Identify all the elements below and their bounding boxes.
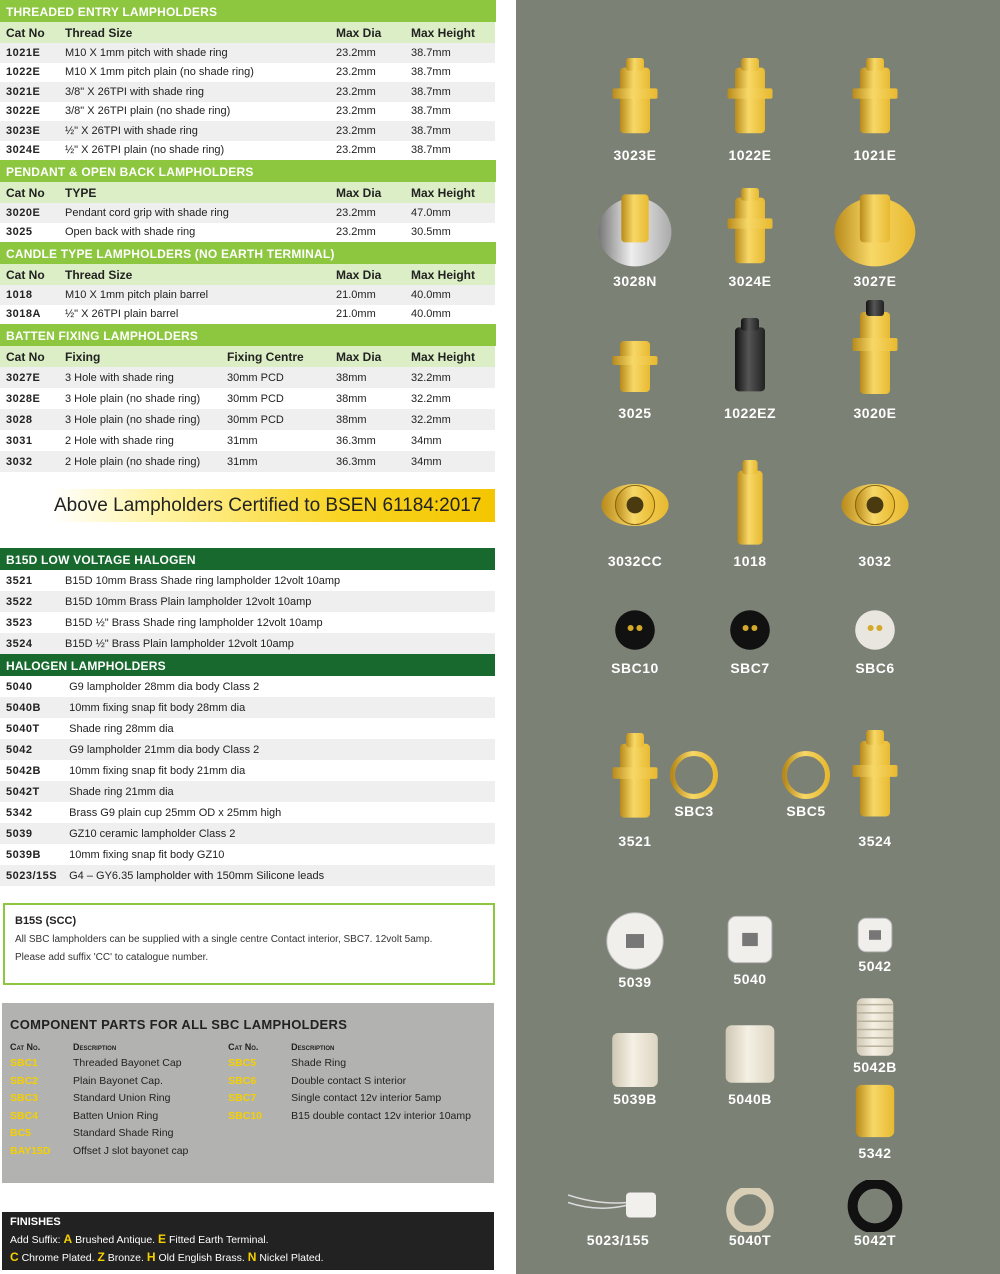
col-fixing: Fixing bbox=[59, 346, 221, 367]
col-cat-no: Cat No bbox=[0, 264, 59, 285]
cell-desc: 3/8" X 26TPI with shade ring bbox=[59, 82, 330, 102]
cell-desc: 3/8" X 26TPI plain (no shade ring) bbox=[65, 105, 231, 118]
table-row bbox=[0, 121, 495, 141]
cell-cat: 3023E bbox=[0, 121, 59, 141]
cell-height: 47.0mm bbox=[405, 203, 495, 223]
cell-height: 38.7mm bbox=[405, 82, 495, 102]
table-row bbox=[0, 203, 495, 223]
pendant-table bbox=[0, 182, 495, 242]
cell-height: 40.0mm bbox=[411, 308, 451, 321]
cell-cat: 5042B bbox=[6, 764, 41, 777]
product-label: 3025 bbox=[618, 405, 652, 421]
list-item bbox=[10, 1092, 228, 1110]
cell-desc: 10mm fixing snap fit body 28mm dia bbox=[63, 697, 495, 718]
finish-desc: Brushed Antique. bbox=[75, 1234, 156, 1246]
cell-desc: 2 Hole with shade ring bbox=[65, 434, 174, 447]
col-thread-size: Thread Size bbox=[59, 22, 330, 43]
cell-desc: Shade ring 28mm dia bbox=[69, 722, 174, 735]
col-max-dia: Max Dia bbox=[330, 346, 405, 367]
table-row bbox=[0, 223, 495, 243]
list-item bbox=[228, 1092, 486, 1110]
cell-cat: 3018A bbox=[6, 308, 41, 321]
cell-cat: 3031 bbox=[6, 434, 33, 447]
part-code: SBC4 bbox=[10, 1109, 39, 1122]
section-b15d: B15D LOW VOLTAGE HALOGEN bbox=[0, 548, 495, 570]
brass-short-icon bbox=[610, 335, 660, 395]
product-photo-panel bbox=[516, 0, 1000, 1274]
cell-desc: M10 X 1mm pitch with shade ring bbox=[59, 43, 330, 63]
cell-desc: M10 X 1mm pitch plain barrel bbox=[59, 285, 330, 305]
brass-2hole-icon bbox=[840, 470, 910, 540]
ceramic-small-icon bbox=[855, 915, 895, 955]
cell-cat: 3021E bbox=[0, 82, 59, 102]
candle-icon bbox=[729, 460, 771, 550]
product-label: SBC3 bbox=[674, 803, 714, 819]
table-row bbox=[0, 367, 495, 388]
cell-height: 30.5mm bbox=[411, 226, 451, 239]
b15s-line2: Please add suffix 'CC' to catalogue number. bbox=[15, 952, 209, 963]
product-label: 5042B bbox=[853, 1059, 897, 1075]
cell-height: 40.0mm bbox=[405, 285, 495, 305]
black-holder-icon bbox=[725, 318, 775, 396]
table-row bbox=[0, 102, 495, 122]
cell-desc: Pendant cord grip with shade ring bbox=[59, 203, 330, 223]
g4-leads-icon bbox=[568, 1180, 668, 1230]
cell-cat: 3027E bbox=[0, 367, 59, 388]
product-label: 1018 bbox=[733, 553, 767, 569]
cell-dia: 38mm bbox=[330, 409, 405, 430]
table-row bbox=[0, 612, 495, 633]
col-description: Description bbox=[73, 1042, 117, 1052]
part-desc: Plain Bayonet Cap. bbox=[73, 1074, 163, 1087]
cell-cat: 3032 bbox=[0, 451, 59, 472]
part-code: SBC2 bbox=[10, 1074, 39, 1087]
part-desc: Offset J slot bayonet cap bbox=[73, 1144, 189, 1157]
table-row bbox=[0, 388, 495, 409]
cell-desc: 2 Hole plain (no shade ring) bbox=[59, 451, 221, 472]
cell-cat: 5342 bbox=[6, 806, 33, 819]
cell-cat: 3524 bbox=[0, 633, 59, 654]
cell-desc: M10 X 1mm pitch plain (no shade ring) bbox=[65, 66, 254, 79]
threaded-entry-table bbox=[0, 22, 495, 160]
cell-centre: 31mm bbox=[227, 434, 258, 447]
clear-ring-icon bbox=[715, 1188, 785, 1232]
part-code: SBC6 bbox=[228, 1074, 257, 1087]
col-max-dia: Max Dia bbox=[330, 22, 405, 43]
part-desc: Double contact S interior bbox=[291, 1074, 407, 1087]
product-label: 5040T bbox=[728, 1232, 772, 1248]
col-thread-size: Thread Size bbox=[59, 264, 330, 285]
ceramic-square-icon bbox=[724, 912, 776, 967]
col-type: TYPE bbox=[59, 182, 330, 203]
cell-dia: 23.2mm bbox=[330, 203, 405, 223]
col-max-height: Max Height bbox=[405, 182, 495, 203]
cell-height: 32.2mm bbox=[405, 367, 495, 388]
finish-desc: Nickel Plated. bbox=[259, 1252, 324, 1264]
b15d-table bbox=[0, 570, 495, 654]
product-label: 3028N bbox=[613, 273, 657, 289]
finishes-line2 bbox=[10, 1250, 486, 1264]
table-row bbox=[0, 570, 495, 591]
section-batten: BATTEN FIXING LAMPHOLDERS bbox=[0, 324, 496, 346]
part-desc: Shade Ring bbox=[291, 1057, 347, 1069]
cell-desc: 10mm fixing snap fit body 21mm dia bbox=[69, 764, 246, 777]
part-desc: Single contact 12v interior 5amp bbox=[291, 1092, 442, 1104]
cell-cat: 5042 bbox=[0, 739, 63, 760]
product-label: 3521 bbox=[618, 833, 652, 849]
list-item bbox=[10, 1075, 228, 1093]
cell-height: 32.2mm bbox=[411, 392, 451, 405]
col-max-height: Max Height bbox=[405, 264, 495, 285]
product-label: SBC6 bbox=[855, 660, 895, 676]
cell-cat: 3523 bbox=[6, 616, 33, 629]
ceramic-interior-icon bbox=[853, 610, 897, 650]
table-row bbox=[0, 63, 495, 83]
cell-cat: 5040T bbox=[6, 722, 40, 735]
section-threaded-entry: THREADED ENTRY LAMPHOLDERS bbox=[0, 0, 496, 22]
cell-centre: 31mm bbox=[221, 451, 330, 472]
ring-icon bbox=[778, 750, 834, 800]
cell-height: 38.7mm bbox=[411, 66, 451, 79]
part-desc: Batten Union Ring bbox=[73, 1109, 159, 1122]
part-code: SBC7 bbox=[228, 1092, 257, 1104]
cell-cat: 5039B bbox=[6, 848, 41, 861]
col-max-dia: Max Dia bbox=[330, 182, 405, 203]
cell-cat: 3024E bbox=[6, 144, 41, 157]
cell-height: 38.7mm bbox=[405, 43, 495, 63]
finish-desc: Chrome Plated. bbox=[21, 1252, 95, 1264]
cell-height: 34mm bbox=[411, 434, 442, 447]
cream-threaded-icon bbox=[851, 995, 899, 1059]
cell-desc: B15D 10mm Brass Plain lampholder 12volt 10amp bbox=[59, 591, 495, 612]
cell-centre: 30mm PCD bbox=[227, 392, 284, 405]
table-row bbox=[0, 844, 495, 865]
col-cat-no: Cat No bbox=[0, 182, 59, 203]
table-row bbox=[0, 409, 495, 430]
cell-height: 32.2mm bbox=[405, 409, 495, 430]
cell-cat: 3025 bbox=[6, 226, 33, 239]
table-row bbox=[0, 865, 495, 886]
finish-code: N bbox=[247, 1250, 257, 1264]
cell-desc: 3 Hole with shade ring bbox=[59, 367, 221, 388]
cell-dia: 21.0mm bbox=[330, 285, 405, 305]
b15s-title: B15S (SCC) bbox=[15, 915, 77, 927]
batten-table bbox=[0, 346, 495, 472]
part-desc: B15 double contact 12v interior 10amp bbox=[291, 1109, 471, 1122]
cell-cat: 5042T bbox=[0, 781, 63, 802]
table-row bbox=[0, 82, 495, 102]
table-row bbox=[0, 430, 495, 451]
cell-centre: 30mm PCD bbox=[221, 367, 330, 388]
finishes-box bbox=[2, 1212, 494, 1270]
table-row bbox=[0, 43, 495, 63]
component-parts bbox=[2, 1003, 494, 1183]
pendant-icon bbox=[850, 300, 900, 400]
product-label: 1022E bbox=[728, 147, 772, 163]
ring-icon bbox=[666, 750, 722, 800]
black-ring-icon bbox=[839, 1180, 911, 1232]
col-max-height: Max Height bbox=[405, 346, 495, 367]
list-item bbox=[228, 1110, 486, 1128]
cell-desc: B15D ½" Brass Plain lampholder 12volt 10amp bbox=[59, 633, 495, 654]
product-label: SBC10 bbox=[611, 660, 659, 676]
product-label: 3032 bbox=[858, 553, 892, 569]
ceramic-round-icon bbox=[605, 912, 665, 970]
product-label: 5040B bbox=[728, 1091, 772, 1107]
col-cat-no: Cat No. bbox=[228, 1042, 259, 1052]
component-title: COMPONENT PARTS FOR ALL SBC LAMPHOLDERS bbox=[10, 1017, 348, 1032]
product-label: SBC5 bbox=[786, 803, 826, 819]
cell-height: 38.7mm bbox=[411, 105, 451, 118]
table-row bbox=[0, 739, 495, 760]
finish-desc: Bronze. bbox=[107, 1252, 144, 1264]
col-cat-no: Cat No bbox=[0, 346, 59, 367]
cell-height: 38.7mm bbox=[405, 121, 495, 141]
finishes-line1 bbox=[10, 1232, 486, 1246]
product-label: 5040 bbox=[733, 971, 767, 987]
cell-dia: 23.2mm bbox=[336, 144, 376, 157]
product-label: 3032CC bbox=[607, 553, 663, 569]
cell-dia: 38mm bbox=[330, 367, 405, 388]
product-label: 3027E bbox=[853, 273, 897, 289]
cell-dia: 23.2mm bbox=[330, 43, 405, 63]
part-desc: Threaded Bayonet Cap bbox=[73, 1057, 182, 1069]
part-code: BC5 bbox=[10, 1127, 32, 1139]
product-label: 5039B bbox=[613, 1091, 657, 1107]
cell-dia: 21.0mm bbox=[336, 308, 376, 321]
cell-desc: G4 – GY6.35 lampholder with 150mm Silicone leads bbox=[63, 865, 495, 886]
table-row bbox=[0, 591, 495, 612]
finish-code: Z bbox=[97, 1250, 105, 1264]
table-row bbox=[0, 141, 495, 161]
cell-dia: 23.2mm bbox=[336, 105, 376, 118]
finish-desc: Old English Brass. bbox=[158, 1252, 245, 1264]
cell-desc: 3 Hole plain (no shade ring) bbox=[65, 392, 201, 405]
cell-desc: 3 Hole plain (no shade ring) bbox=[59, 409, 221, 430]
product-label: 3524 bbox=[858, 833, 892, 849]
finish-code: E bbox=[158, 1232, 167, 1246]
part-desc: Standard Union Ring bbox=[73, 1092, 171, 1104]
cream-body-icon bbox=[718, 1022, 782, 1086]
list-item bbox=[10, 1127, 228, 1145]
part-desc: Standard Shade Ring bbox=[73, 1127, 174, 1139]
finishes-title: FINISHES bbox=[10, 1216, 61, 1228]
finish-code: C bbox=[10, 1250, 19, 1264]
finish-desc: Fitted Earth Terminal. bbox=[168, 1234, 269, 1246]
brass-cup-icon bbox=[851, 1082, 899, 1140]
cell-cat: 5023/15S bbox=[0, 865, 63, 886]
cell-desc: GZ10 ceramic lampholder Class 2 bbox=[63, 823, 495, 844]
section-candle: CANDLE TYPE LAMPHOLDERS (NO EARTH TERMINAL) bbox=[0, 242, 496, 264]
brass-holder-icon bbox=[610, 58, 660, 138]
cell-desc: B15D 10mm Brass Shade ring lampholder 12volt 10amp bbox=[65, 574, 341, 587]
brass-holder-icon bbox=[725, 188, 775, 268]
table-row bbox=[0, 697, 495, 718]
black-interior-icon bbox=[728, 610, 772, 650]
brass-holder-icon bbox=[610, 733, 660, 823]
cell-height: 34mm bbox=[405, 451, 495, 472]
section-pendant: PENDANT & OPEN BACK LAMPHOLDERS bbox=[0, 160, 496, 182]
cell-desc: Open back with shade ring bbox=[65, 226, 196, 239]
finish-code: A bbox=[63, 1232, 73, 1246]
col-max-dia: Max Dia bbox=[330, 264, 405, 285]
cell-cat: 1021E bbox=[0, 43, 59, 63]
cell-desc: ½" X 26TPI plain barrel bbox=[65, 308, 179, 321]
col-max-height: Max Height bbox=[405, 22, 495, 43]
cell-cat: 5040 bbox=[6, 680, 33, 693]
brass-2hole-icon bbox=[600, 470, 670, 540]
cell-centre: 30mm PCD bbox=[221, 409, 330, 430]
halogen-table bbox=[0, 676, 495, 886]
b15s-line1: All SBC lampholders can be supplied with a single centre Contact interior, SBC7. 12volt 5amp. bbox=[15, 934, 433, 945]
table-row bbox=[0, 305, 495, 325]
product-label: 3024E bbox=[728, 273, 772, 289]
cell-dia: 23.2mm bbox=[336, 66, 376, 79]
part-code: BAY15D bbox=[10, 1144, 51, 1157]
table-row bbox=[0, 633, 495, 654]
cell-cat: 3522 bbox=[0, 591, 59, 612]
product-label: 5042T bbox=[853, 1232, 897, 1248]
cell-dia: 36.3mm bbox=[336, 434, 376, 447]
spec-column bbox=[0, 0, 496, 1274]
part-code: SBC1 bbox=[10, 1057, 39, 1069]
cell-cat: 3028 bbox=[0, 409, 59, 430]
product-label: 5042 bbox=[858, 958, 892, 974]
list-item bbox=[10, 1110, 228, 1128]
cell-desc: ½" X 26TPI plain (no shade ring) bbox=[65, 144, 225, 157]
list-item bbox=[10, 1057, 228, 1075]
table-row bbox=[0, 802, 495, 823]
cell-desc: G9 lampholder 28mm dia body Class 2 bbox=[69, 680, 260, 693]
cell-desc: G9 lampholder 21mm dia body Class 2 bbox=[63, 739, 495, 760]
cell-dia: 23.2mm bbox=[336, 226, 376, 239]
part-code: SBC5 bbox=[228, 1057, 257, 1069]
product-label: 1022EZ bbox=[723, 405, 777, 421]
cell-cat: 3022E bbox=[6, 105, 41, 118]
cell-dia: 38mm bbox=[336, 392, 367, 405]
table-row bbox=[0, 718, 495, 739]
black-interior-icon bbox=[613, 610, 657, 650]
part-code: SBC3 bbox=[10, 1092, 39, 1104]
product-label: 1021E bbox=[853, 147, 897, 163]
cell-dia: 23.2mm bbox=[330, 121, 405, 141]
cream-bracket-icon bbox=[605, 1030, 665, 1090]
product-label: 5023/155 bbox=[586, 1232, 650, 1248]
b15s-note bbox=[3, 903, 495, 985]
certification-banner: Above Lampholders Certified to BSEN 61184:2017 bbox=[52, 489, 495, 522]
cell-cat: 3028E bbox=[6, 392, 41, 405]
finishes-prefix: Add Suffix: bbox=[10, 1234, 61, 1246]
finish-code: H bbox=[146, 1250, 156, 1264]
cell-cat: 1022E bbox=[6, 66, 41, 79]
candle-table bbox=[0, 264, 495, 324]
brass-holder-icon bbox=[725, 58, 775, 138]
cell-desc: Shade ring 21mm dia bbox=[63, 781, 495, 802]
part-code: SBC10 bbox=[228, 1109, 263, 1122]
nickel-batten-icon bbox=[597, 188, 673, 268]
list-item bbox=[10, 1145, 228, 1163]
brass-holder-icon bbox=[850, 730, 900, 822]
col-cat-no: Cat No bbox=[0, 22, 59, 43]
cell-dia: 23.2mm bbox=[330, 82, 405, 102]
brass-holder-icon bbox=[850, 58, 900, 138]
cell-desc: ½" X 26TPI with shade ring bbox=[59, 121, 330, 141]
cell-height: 38.7mm bbox=[411, 144, 451, 157]
cell-cat: 1018 bbox=[0, 285, 59, 305]
table-row bbox=[0, 760, 495, 781]
cell-cat: 3521 bbox=[6, 574, 33, 587]
col-description: Description bbox=[291, 1042, 335, 1052]
cell-cat: 5039 bbox=[0, 823, 63, 844]
col-cat-no: Cat No. bbox=[10, 1042, 41, 1052]
product-label: 3023E bbox=[613, 147, 657, 163]
b15d-section bbox=[0, 548, 495, 886]
cell-cat: 5040B bbox=[0, 697, 63, 718]
col-fixing-centre: Fixing Centre bbox=[221, 346, 330, 367]
table-row bbox=[0, 285, 495, 305]
list-item bbox=[228, 1075, 486, 1093]
brass-batten-icon bbox=[833, 188, 917, 268]
table-row bbox=[0, 823, 495, 844]
cell-dia: 36.3mm bbox=[330, 451, 405, 472]
cell-desc: 10mm fixing snap fit body GZ10 bbox=[69, 848, 225, 861]
table-row bbox=[0, 781, 495, 802]
component-col-left bbox=[10, 1042, 228, 1162]
section-halogen: HALOGEN LAMPHOLDERS bbox=[0, 654, 495, 676]
product-label: 5039 bbox=[618, 974, 652, 990]
table-row bbox=[0, 451, 495, 472]
product-label: 3020E bbox=[853, 405, 897, 421]
cell-cat: 3020E bbox=[0, 203, 59, 223]
product-label: SBC7 bbox=[730, 660, 770, 676]
table-row bbox=[0, 676, 495, 697]
component-col-right bbox=[228, 1042, 486, 1162]
list-item bbox=[228, 1057, 486, 1075]
product-label: 5342 bbox=[858, 1145, 892, 1161]
cell-desc: Brass G9 plain cup 25mm OD x 25mm high bbox=[69, 806, 282, 819]
cell-desc: B15D ½" Brass Shade ring lampholder 12volt 10amp bbox=[65, 616, 323, 629]
